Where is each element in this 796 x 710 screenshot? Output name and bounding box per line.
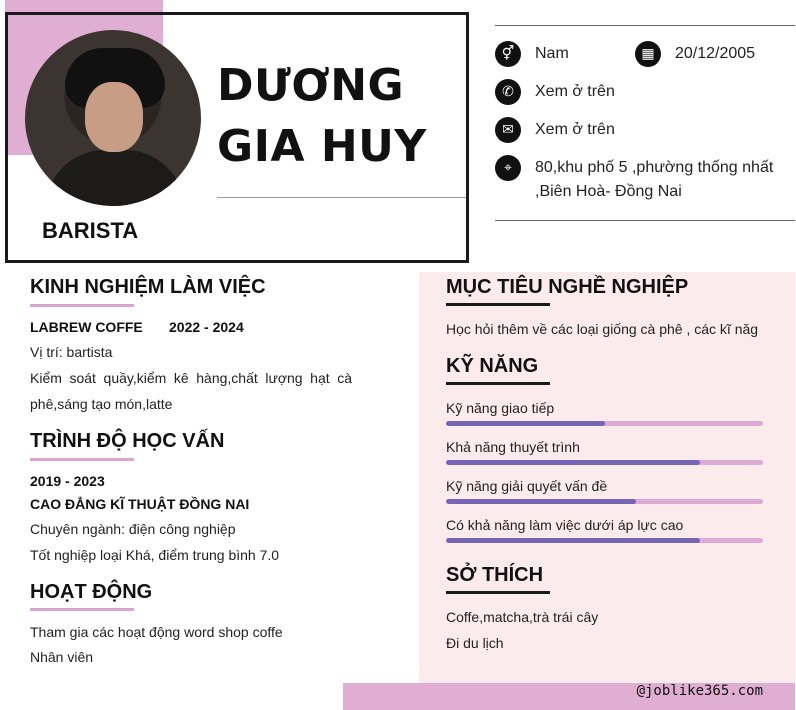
skill-label: Kỹ năng giao tiếp [446,400,555,416]
skills-underline [446,382,550,385]
dob-value: 20/12/2005 [675,45,756,62]
activities-underline [30,608,134,611]
skill-bar-fill [446,421,605,426]
education-underline [30,458,134,461]
avatar-face [85,82,143,152]
skill-bar [446,460,763,465]
skill-bar [446,538,763,543]
address-line-2: ,Biên Hoà- Đồng Nai [535,183,682,200]
hobbies-line-1: Coffe,matcha,trà trái cây [446,609,599,625]
activities-line-1: Tham gia các hoạt động word shop coffe [30,624,283,640]
footer-handle: @joblike365.com [636,683,763,699]
address-line-1: 80,khu phố 5 ,phường thống nhất [535,159,774,176]
contact-divider-bottom [495,220,795,221]
education-heading: TRÌNH ĐỘ HỌC VẤN [30,430,225,452]
objective-text: Học hỏi thêm về các loại giống cà phê , các kĩ năg [446,321,759,337]
objective-underline [446,303,550,306]
hobbies-underline [446,591,550,594]
skill-bar-fill [446,499,636,504]
experience-heading: KINH NGHIỆM LÀM VIỆC [30,276,266,298]
experience-underline [30,304,134,307]
skill-label: Có khả năng làm việc dưới áp lực cao [446,517,684,533]
calendar-icon: ▦ [635,41,661,67]
gender-icon: ⚥ [495,41,521,67]
skill-bar-fill [446,538,700,543]
experience-period: 2022 - 2024 [169,319,244,335]
name-divider [217,197,466,198]
objective-heading: MỤC TIÊU NGHỀ NGHIỆP [446,276,689,298]
education-result: Tốt nghiệp loại Khá, điểm trung bình 7.0 [30,547,280,563]
name-line-2: GIA HUY [217,121,427,172]
skill-bar-fill [446,460,700,465]
job-title: BARISTA [42,218,139,243]
avatar [25,30,201,206]
experience-company: LABREW COFFE [30,319,143,335]
email-value: Xem ở trên [535,121,615,138]
phone-icon: ✆ [495,79,521,105]
phone-value: Xem ở trên [535,83,615,100]
skills-heading: KỸ NĂNG [446,355,539,377]
hobbies-line-2: Đi du lịch [446,635,504,651]
location-icon: ⌖ [495,155,521,181]
email-icon: ✉ [495,117,521,143]
skill-bar [446,421,763,426]
education-school: CAO ĐẲNG KĨ THUẬT ĐỒNG NAI [30,496,250,512]
name-line-1: DƯƠNG [217,60,405,111]
education-major: Chuyên ngành: điện công nghiệp [30,521,236,537]
skill-bar [446,499,763,504]
experience-duties-line-1: Kiểm soát quầy,kiểm kê hàng,chất lượng hạt cà [30,370,352,386]
skill-label: Khả năng thuyết trình [446,439,580,455]
activities-line-2: Nhân viên [30,649,94,665]
contact-divider-top [495,25,795,26]
hobbies-heading: SỞ THÍCH [446,564,544,586]
gender-value: Nam [535,45,569,62]
avatar-shirt [45,150,185,206]
experience-position: Vị trí: bartista [30,344,113,360]
skill-label: Kỹ năng giải quyết vấn đề [446,478,608,494]
experience-duties-line-2: phê,sáng tạo món,latte [30,396,173,412]
education-period: 2019 - 2023 [30,473,105,489]
activities-heading: HOẠT ĐỘNG [30,581,153,603]
